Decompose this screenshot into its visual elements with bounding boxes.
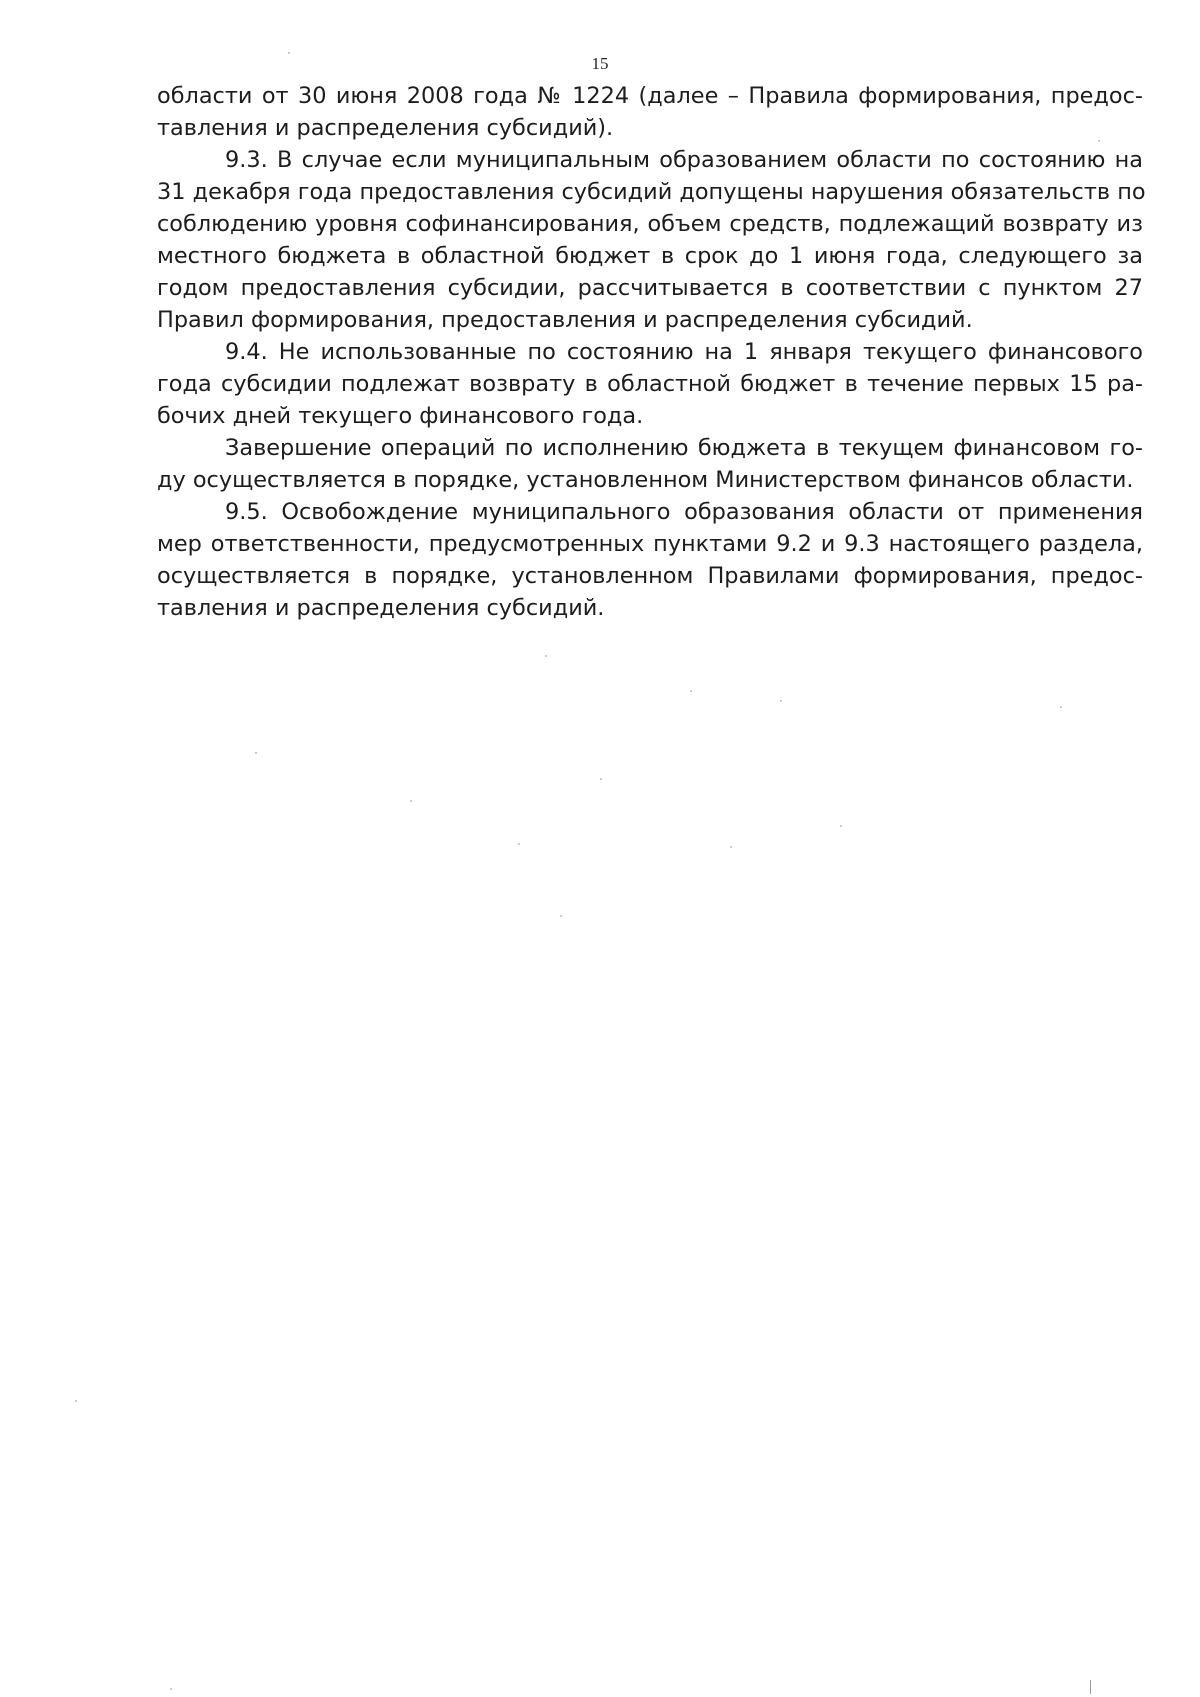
scan-speck [410,800,412,802]
scan-speck [840,825,842,827]
scan-speck [75,1400,77,1402]
scan-edge-mark [1090,1680,1091,1694]
scan-speck [690,690,692,692]
scan-speck [730,846,732,848]
scan-speck [780,700,782,702]
scan-speck [1098,140,1100,142]
scan-speck [170,1688,172,1690]
scan-speck [255,752,257,754]
text-line: 31 декабря года предоставления субсидий допущены нарушения обязательств по [157,179,1146,205]
paragraph-continuation [157,80,1143,144]
paragraph-completion [157,432,1143,496]
text-line: 9.3. В случае если муниципальным образованием области по состоянию на [225,147,1143,173]
scan-speck [600,778,602,780]
text-line: 9.4. Не использованные по состоянию на 1 января текущего финансового [225,339,1143,365]
paragraph-9-4 [157,336,1143,432]
text-line: тавления и распределения субсидий. [157,595,605,621]
text-line: тавления и распределения субсидий). [157,115,614,141]
text-line: мер ответственности, предусмотренных пунктами 9.2 и 9.3 настоящего раздела, [157,531,1143,557]
text-line: бочих дней текущего финансового года. [157,403,644,429]
text-line: осуществляется в порядке, установленном Правилами формирования, предос- [157,563,1143,589]
scan-speck [288,52,290,54]
text-line: соблюдению уровня софинансирования, объем средств, подлежащий возврату из [157,211,1143,237]
text-line: местного бюджета в областной бюджет в срок до 1 июня года, следующего за [157,243,1143,269]
paragraph-9-3 [157,144,1146,336]
text-line: ду осуществляется в порядке, установленном Министерством финансов области. [157,467,1134,493]
scan-speck [518,843,520,845]
paragraph-9-5 [157,496,1143,624]
scan-speck [1060,706,1062,708]
scan-speck [545,655,547,657]
text-line: годом предоставления субсидии, рассчитывается в соответствии с пунктом 27 [157,275,1143,301]
text-line: года субсидии подлежат возврату в областной бюджет в течение первых 15 ра- [157,371,1143,397]
document-body [157,80,1146,624]
text-line: Завершение операций по исполнению бюджета в текущем финансовом го- [225,435,1143,461]
text-line: 9.5. Освобождение муниципального образования области от применения [225,499,1143,525]
scan-speck [560,915,562,917]
text-line: области от 30 июня 2008 года № 1224 (далее – Правила формирования, предос- [157,83,1143,109]
page-number: 15 [591,54,609,73]
text-line: Правил формирования, предоставления и распределения субсидий. [157,307,973,333]
